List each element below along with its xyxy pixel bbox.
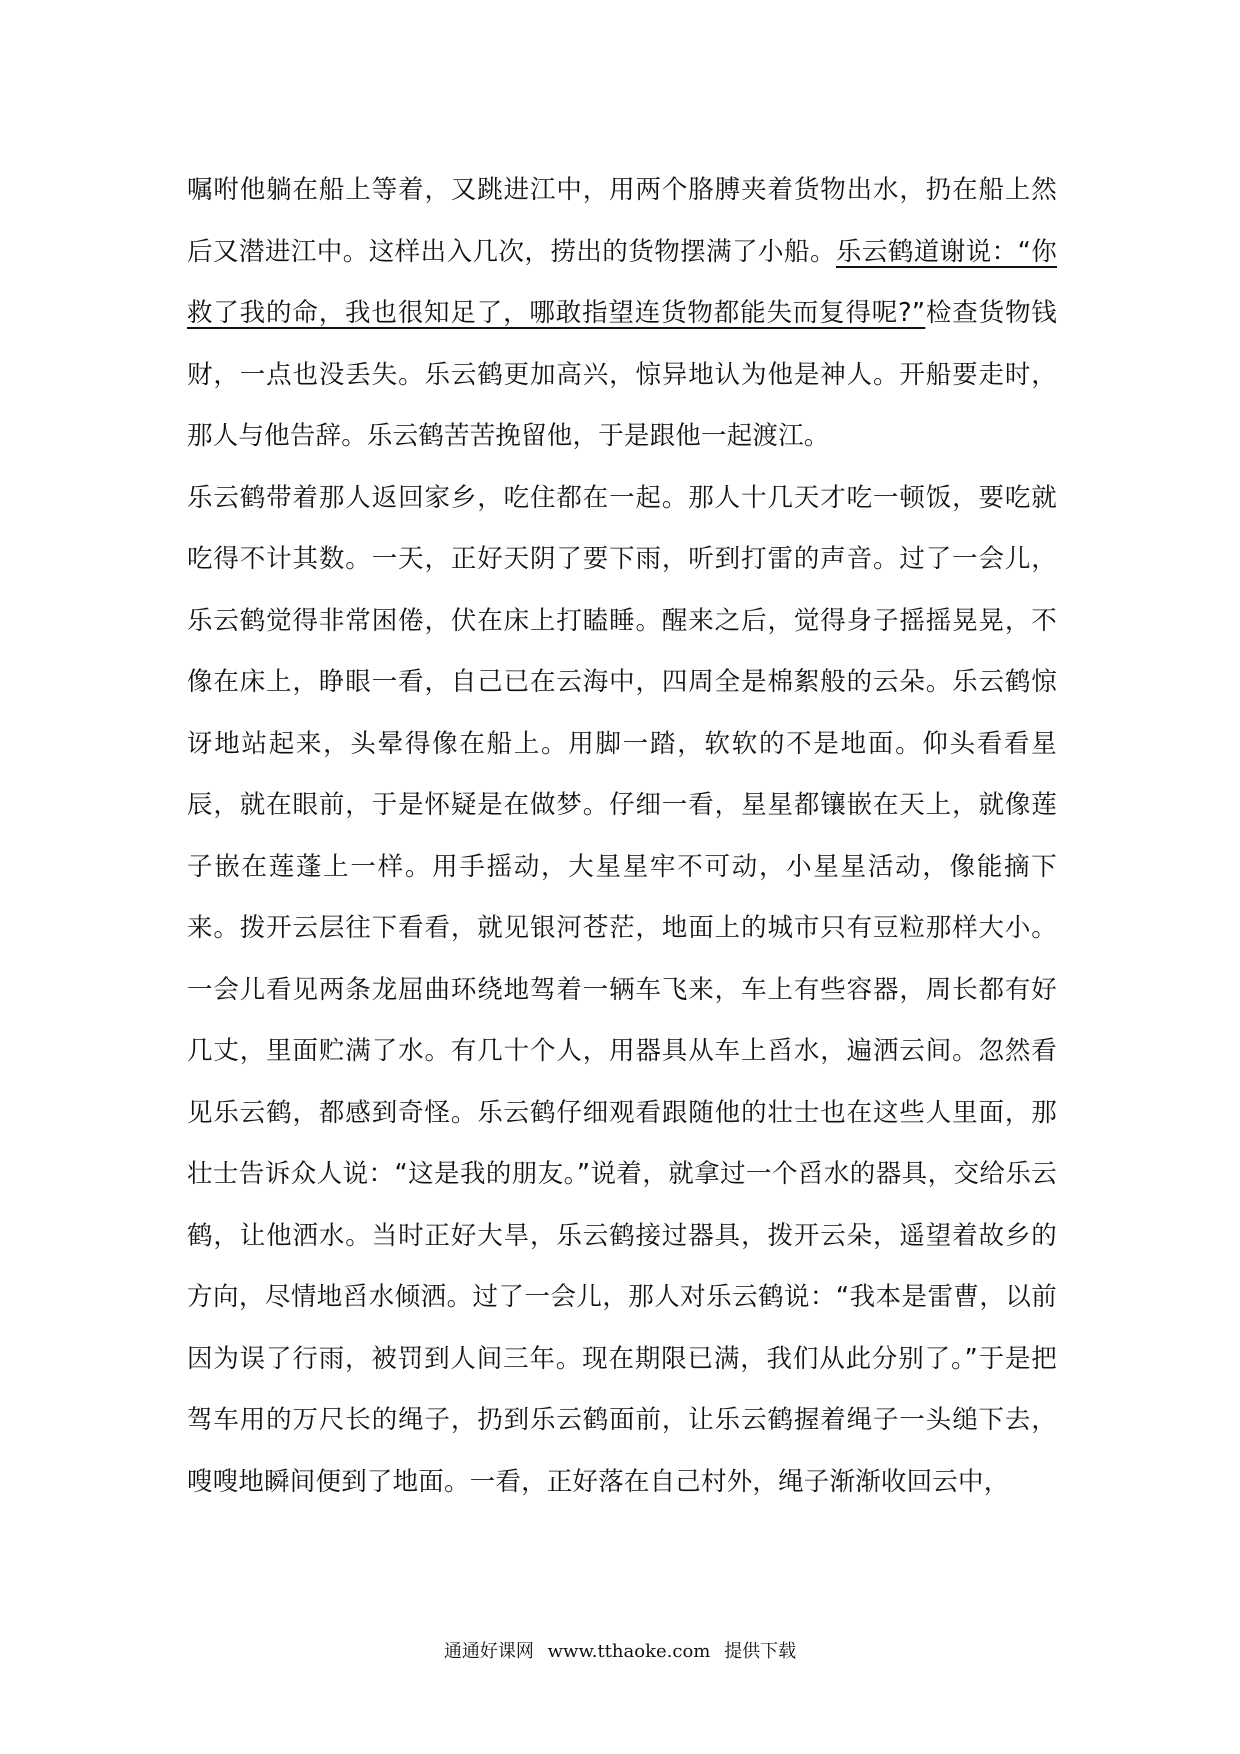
page-footer (0, 1637, 1240, 1663)
paragraph-1 (187, 160, 1057, 468)
footer-url: www.tthaoke.com (547, 1641, 711, 1662)
footer-suffix: 提供下载 (724, 1641, 797, 1662)
footer-site-name: 通通好课网 (443, 1641, 534, 1662)
body-text (187, 160, 1057, 1513)
underlined-quote: 乐云鹤道谢说：“你救了我的命，我也很知足了，哪敢指望连货物都能失而复得呢?” (187, 236, 1057, 328)
paragraph-1-text-after: 检查货物钱财，一点也没丢失。乐云鹤更加高兴，惊异地认为他是神人。开船要走时，那人与他告辞。乐云鹤苦苦挽留他，于是跟他一起渡江。 (187, 298, 1057, 451)
paragraph-2: 乐云鹤带着那人返回家乡，吃住都在一起。那人十几天才吃一顿饭，要吃就吃得不计其数。一天，正好天阴了要下雨，听到打雷的声音。过了一会儿，乐云鹤觉得非常困倦，伏在床上打瞌睡。醒来之后，觉得身子摇摇晃晃，不像在床上，睁眼一看，自己已在云海中，四周全是棉絮般的云朵。乐云鹤惊讶地站起来，头晕得像在船上。用脚一踏，软软的不是地面。仰头看看星辰，就在眼前，于是怀疑是在做梦。仔细一看，星星都镶嵌在天上，就像莲子嵌在莲蓬上一样。用手摇动，大星星牢不可动，小星星活动，像能摘下来。拨开云层往下看看，就见银河苍茫，地面上的城市只有豆粒那样大小。一会儿看见两条龙屈曲环绕地驾着一辆车飞来，车上有些容器，周长都有好几丈，里面贮满了水。有几十个人，用器具从车上舀水，遍洒云间。忽然看见乐云鹤，都感到奇怪。乐云鹤仔细观看跟随他的壮士也在这些人里面，那壮士告诉众人说：“这是我的朋友。”说着，就拿过一个舀水的器具，交给乐云鹤，让他洒水。当时正好大旱，乐云鹤接过器具，拨开云朵，遥望着故乡的方向，尽情地舀水倾洒。过了一会儿，那人对乐云鹤说：“我本是雷曹，以前因为误了行雨，被罚到人间三年。现在期限已满，我们从此分别了。”于是把驾车用的万尺长的绳子，扔到乐云鹤面前，让乐云鹤握着绳子一头缒下去，嗖嗖地瞬间便到了地面。一看，正好落在自己村外，绳子渐渐收回云中， (187, 482, 1057, 1497)
paragraph-1-text-before: 嘱咐他躺在船上等着，又跳进江中，用两个胳膊夹着货物出水，扔在船上然后又潜进江中。这样出入几次，捞出的货物摆满了小船。 (187, 175, 1057, 267)
